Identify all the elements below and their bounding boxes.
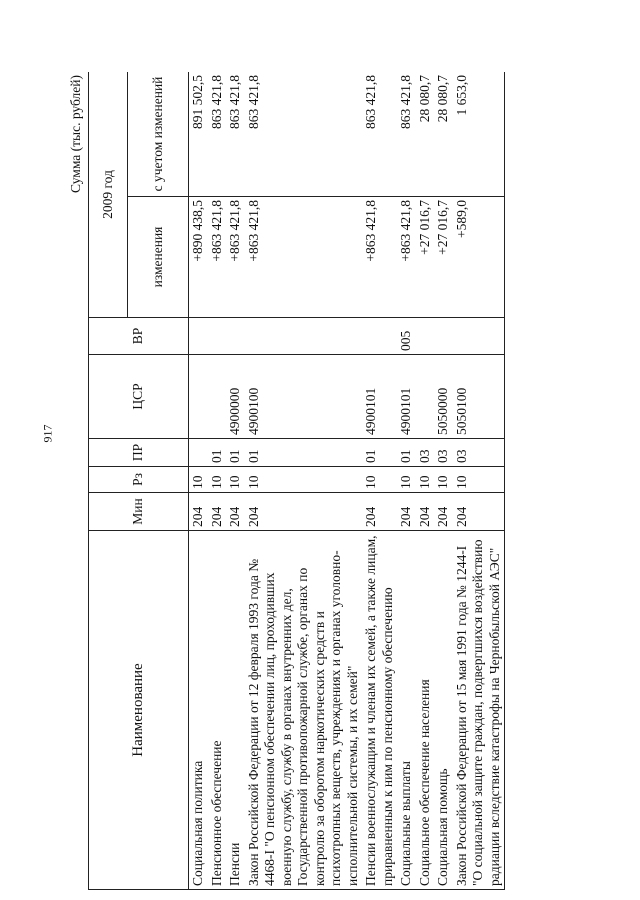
budget-table	[88, 72, 505, 890]
row-csr: 4900101	[362, 355, 397, 439]
row-change: +863 421,8	[208, 197, 227, 318]
unit-caption: Сумма (тыс. рублей)	[68, 75, 83, 193]
table-row	[397, 72, 416, 890]
row-vr	[453, 318, 505, 355]
header-min: Мин	[89, 493, 189, 531]
row-pr: 01	[362, 439, 397, 467]
table-row	[245, 72, 363, 890]
row-vr	[434, 318, 453, 355]
row-csr	[208, 355, 227, 439]
row-min: 204	[208, 493, 227, 531]
row-total: 28 080,7	[416, 72, 435, 197]
row-change: +589,0	[453, 197, 505, 318]
table-body	[189, 72, 505, 890]
row-csr: 4900000	[226, 355, 245, 439]
rotated-page-region	[68, 72, 558, 890]
row-name: Закон Российской Федерации от 15 мая 1991 года № 1244-I "О социальной защите граждан, подвергшихся воздействию радиации вследствие катастрофы на Чернобыльской АЭС"	[453, 531, 505, 890]
table-row	[226, 72, 245, 890]
row-vr	[226, 318, 245, 355]
row-min: 204	[226, 493, 245, 531]
row-min: 204	[397, 493, 416, 531]
header-changes: изменения	[128, 197, 189, 318]
table-row	[434, 72, 453, 890]
row-change: +890 438,5	[189, 197, 208, 318]
row-rz: 10	[245, 467, 363, 493]
row-name: Пенсионное обеспечение	[208, 531, 227, 890]
row-name: Закон Российской Федерации от 12 февраля 1993 года № 4468-I "О пенсионном обеспечении лиц, проходивших военную службу, службу в органах внутренних дел, Государственной противопожарной службе, органах по контролю за оборотом наркотических средств и психотропных веществ, учреждениях и органах уголовно-исполнительной системы, и их семей"	[245, 531, 363, 890]
row-min: 204	[245, 493, 363, 531]
header-name: Наименование	[89, 531, 189, 890]
header-year: 2009 год	[89, 72, 128, 318]
row-csr	[416, 355, 435, 439]
row-vr	[245, 318, 363, 355]
row-rz: 10	[397, 467, 416, 493]
row-rz: 10	[434, 467, 453, 493]
row-total: 863 421,8	[208, 72, 227, 197]
row-pr: 03	[453, 439, 505, 467]
row-total: 891 502,5	[189, 72, 208, 197]
row-name: Социальная помощь	[434, 531, 453, 890]
row-pr: 03	[434, 439, 453, 467]
table-row	[362, 72, 397, 890]
row-csr	[189, 355, 208, 439]
row-total: 28 080,7	[434, 72, 453, 197]
row-min: 204	[453, 493, 505, 531]
row-rz: 10	[416, 467, 435, 493]
row-rz: 10	[189, 467, 208, 493]
row-pr: 01	[245, 439, 363, 467]
row-vr	[416, 318, 435, 355]
row-min: 204	[434, 493, 453, 531]
page-number: 917	[40, 424, 55, 443]
row-vr	[362, 318, 397, 355]
row-csr: 4900101	[397, 355, 416, 439]
row-vr: 005	[397, 318, 416, 355]
row-min: 204	[416, 493, 435, 531]
row-pr: 01	[226, 439, 245, 467]
row-change: +863 421,8	[226, 197, 245, 318]
row-vr	[189, 318, 208, 355]
row-total: 863 421,8	[245, 72, 363, 197]
row-csr: 5050000	[434, 355, 453, 439]
row-change: +863 421,8	[245, 197, 363, 318]
row-rz: 10	[226, 467, 245, 493]
table-row	[208, 72, 227, 890]
row-name: Пенсии военнослужащим и членам их семей, а также лицам, приравненным к ним по пенсионному обеспечению	[362, 531, 397, 890]
table-row	[453, 72, 505, 890]
row-min: 204	[189, 493, 208, 531]
row-change: +863 421,8	[362, 197, 397, 318]
row-rz: 10	[362, 467, 397, 493]
row-pr: 03	[416, 439, 435, 467]
row-pr: 01	[397, 439, 416, 467]
table-row	[189, 72, 208, 890]
row-vr	[208, 318, 227, 355]
row-change: +27 016,7	[434, 197, 453, 318]
row-csr: 5050100	[453, 355, 505, 439]
row-name: Социальные выплаты	[397, 531, 416, 890]
header-rz: Рз	[89, 467, 189, 493]
row-name: Пенсии	[226, 531, 245, 890]
row-rz: 10	[453, 467, 505, 493]
row-csr: 4900100	[245, 355, 363, 439]
header-with-changes: с учетом изменений	[128, 72, 189, 197]
header-csr: ЦСР	[89, 355, 189, 439]
row-min: 204	[362, 493, 397, 531]
row-total: 1 653,0	[453, 72, 505, 197]
row-name: Социальная политика	[189, 531, 208, 890]
row-total: 863 421,8	[362, 72, 397, 197]
budget-table-block	[68, 72, 558, 890]
row-total: 863 421,8	[397, 72, 416, 197]
row-pr: 01	[208, 439, 227, 467]
table-row	[416, 72, 435, 890]
row-total: 863 421,8	[226, 72, 245, 197]
row-rz: 10	[208, 467, 227, 493]
row-change: +863 421,8	[397, 197, 416, 318]
row-change: +27 016,7	[416, 197, 435, 318]
header-pr: ПР	[89, 439, 189, 467]
header-vr: ВР	[89, 318, 189, 355]
row-pr	[189, 439, 208, 467]
row-name: Социальное обеспечение населения	[416, 531, 435, 890]
